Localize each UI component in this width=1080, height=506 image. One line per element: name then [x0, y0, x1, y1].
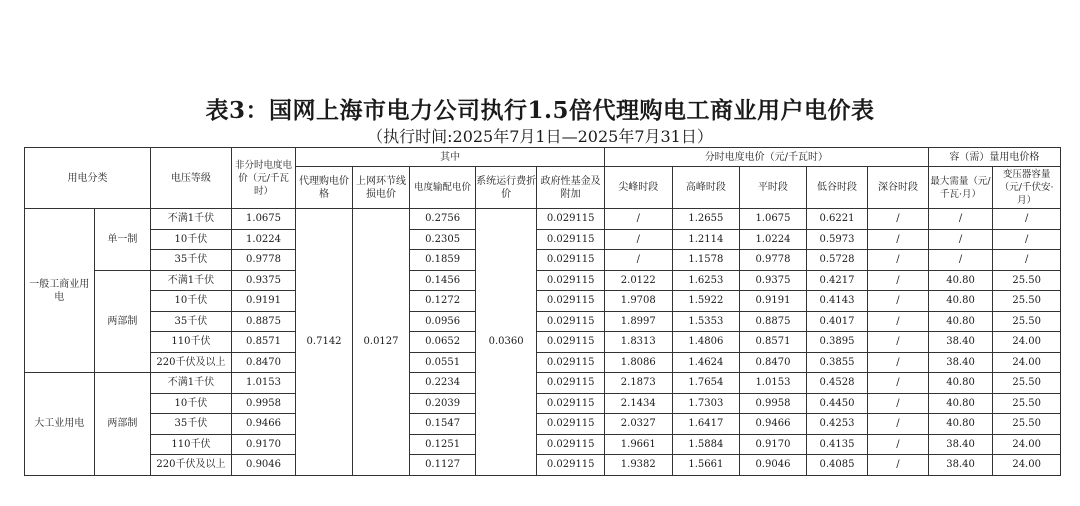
- max-demand-cell: 40.80: [928, 373, 993, 394]
- max-demand-cell: 38.40: [928, 332, 993, 353]
- deep-valley-cell: /: [868, 373, 929, 394]
- table-row: [25, 414, 1061, 435]
- transmission-cell: 0.1859: [410, 250, 476, 271]
- gov-fund-cell: 0.029115: [537, 373, 605, 394]
- peak-cell: 1.1578: [672, 250, 740, 271]
- deep-valley-cell: /: [868, 352, 929, 373]
- price-cell: 0.9958: [231, 393, 296, 414]
- max-demand-cell: 38.40: [928, 434, 993, 455]
- gov-fund-cell: 0.029115: [537, 311, 605, 332]
- table-row: [25, 352, 1061, 373]
- sharp-peak-cell: 2.0122: [605, 270, 673, 291]
- max-demand-cell: /: [928, 209, 993, 230]
- voltage-cell: 220千伏及以上: [151, 352, 232, 373]
- transmission-cell: 0.2305: [410, 229, 476, 250]
- transformer-cell: /: [993, 250, 1061, 271]
- valley-cell: 0.4135: [806, 434, 868, 455]
- sharp-peak-cell: /: [605, 250, 673, 271]
- header-proxy-price: 代理购电价格: [296, 167, 352, 209]
- sharp-peak-cell: 1.8086: [605, 352, 673, 373]
- flat-cell: 0.9778: [740, 250, 807, 271]
- deep-valley-cell: /: [868, 209, 929, 230]
- sharp-peak-cell: 1.9708: [605, 291, 673, 312]
- page-title: 表3：国网上海市电力公司执行1.5倍代理购电工商业用户电价表: [205, 97, 875, 124]
- table-row: [25, 393, 1061, 414]
- transformer-cell: 25.50: [993, 311, 1061, 332]
- sharp-peak-cell: 2.1434: [605, 393, 673, 414]
- valley-cell: 0.3895: [806, 332, 868, 353]
- table-row: [25, 209, 1061, 230]
- gov-fund-cell: 0.029115: [537, 209, 605, 230]
- table-row: [25, 229, 1061, 250]
- transmission-cell: 0.1456: [410, 270, 476, 291]
- tariff-table-body: [25, 209, 1061, 476]
- price-cell: 1.0224: [231, 229, 296, 250]
- price-cell: 0.9191: [231, 291, 296, 312]
- price-cell: 0.8571: [231, 332, 296, 353]
- proxy-price-merged: 0.7142: [296, 209, 352, 476]
- valley-cell: 0.4017: [806, 311, 868, 332]
- deep-valley-cell: /: [868, 291, 929, 312]
- header-flat: 平时段: [740, 167, 807, 209]
- gov-fund-cell: 0.029115: [537, 229, 605, 250]
- transformer-cell: 24.00: [993, 332, 1061, 353]
- valley-cell: 0.4450: [806, 393, 868, 414]
- system-op-merged: 0.0360: [475, 209, 537, 476]
- price-cell: 1.0675: [231, 209, 296, 230]
- sharp-peak-cell: /: [605, 229, 673, 250]
- flat-cell: 1.0224: [740, 229, 807, 250]
- table-row: [25, 434, 1061, 455]
- subcategory-large-two-part: 两部制: [94, 373, 150, 476]
- voltage-cell: 不满1千伏: [151, 209, 232, 230]
- voltage-cell: 10千伏: [151, 393, 232, 414]
- valley-cell: 0.4143: [806, 291, 868, 312]
- valley-cell: 0.5973: [806, 229, 868, 250]
- flat-cell: 0.8470: [740, 352, 807, 373]
- deep-valley-cell: /: [868, 229, 929, 250]
- voltage-cell: 不满1千伏: [151, 373, 232, 394]
- tariff-table: [24, 147, 1061, 476]
- header-category: 用电分类: [25, 148, 151, 209]
- deep-valley-cell: /: [868, 393, 929, 414]
- header-voltage: 电压等级: [151, 148, 232, 209]
- transformer-cell: /: [993, 229, 1061, 250]
- deep-valley-cell: /: [868, 455, 929, 476]
- voltage-cell: 10千伏: [151, 229, 232, 250]
- deep-valley-cell: /: [868, 434, 929, 455]
- peak-cell: 1.7654: [672, 373, 740, 394]
- transmission-cell: 0.1251: [410, 434, 476, 455]
- header-system-op: 系统运行费折价: [475, 167, 537, 209]
- voltage-cell: 110千伏: [151, 332, 232, 353]
- sharp-peak-cell: 1.9382: [605, 455, 673, 476]
- header-non-tou-price: 非分时电度电价（元/千瓦时）: [231, 148, 296, 209]
- sharp-peak-cell: 2.0327: [605, 414, 673, 435]
- sharp-peak-cell: 2.1873: [605, 373, 673, 394]
- deep-valley-cell: /: [868, 414, 929, 435]
- sharp-peak-cell: 1.8997: [605, 311, 673, 332]
- max-demand-cell: /: [928, 229, 993, 250]
- sharp-peak-cell: /: [605, 209, 673, 230]
- max-demand-cell: 38.40: [928, 455, 993, 476]
- header-peak: 高峰时段: [672, 167, 740, 209]
- peak-cell: 1.4806: [672, 332, 740, 353]
- max-demand-cell: 40.80: [928, 291, 993, 312]
- price-cell: 0.9778: [231, 250, 296, 271]
- transmission-cell: 0.0652: [410, 332, 476, 353]
- peak-cell: 1.5922: [672, 291, 740, 312]
- table-row: [25, 250, 1061, 271]
- valley-cell: 0.6221: [806, 209, 868, 230]
- transmission-cell: 0.0956: [410, 311, 476, 332]
- price-cell: 0.9375: [231, 270, 296, 291]
- voltage-cell: 不满1千伏: [151, 270, 232, 291]
- transformer-cell: 25.50: [993, 414, 1061, 435]
- peak-cell: 1.6253: [672, 270, 740, 291]
- sharp-peak-cell: 1.8313: [605, 332, 673, 353]
- transformer-cell: 24.00: [993, 352, 1061, 373]
- subcategory-two-part: 两部制: [94, 270, 150, 373]
- price-cell: 1.0153: [231, 373, 296, 394]
- transformer-cell: 25.50: [993, 291, 1061, 312]
- gov-fund-cell: 0.029115: [537, 414, 605, 435]
- transmission-cell: 0.2234: [410, 373, 476, 394]
- max-demand-cell: 38.40: [928, 352, 993, 373]
- peak-cell: 1.2655: [672, 209, 740, 230]
- header-transmission: 电度输配电价: [410, 167, 476, 209]
- table-row: [25, 270, 1061, 291]
- header-sharp-peak: 尖峰时段: [605, 167, 673, 209]
- gov-fund-cell: 0.029115: [537, 291, 605, 312]
- flat-cell: 0.9375: [740, 270, 807, 291]
- header-capacity-group: 容（需）量用电价格: [928, 148, 1060, 167]
- deep-valley-cell: /: [868, 250, 929, 271]
- transformer-cell: 25.50: [993, 270, 1061, 291]
- flat-cell: 0.8571: [740, 332, 807, 353]
- gov-fund-cell: 0.029115: [537, 270, 605, 291]
- peak-cell: 1.7303: [672, 393, 740, 414]
- table-row: [25, 373, 1061, 394]
- peak-cell: 1.5884: [672, 434, 740, 455]
- deep-valley-cell: /: [868, 311, 929, 332]
- transmission-cell: 0.1547: [410, 414, 476, 435]
- gov-fund-cell: 0.029115: [537, 434, 605, 455]
- header-gov-fund: 政府性基金及附加: [537, 167, 605, 209]
- gov-fund-cell: 0.029115: [537, 332, 605, 353]
- header-transformer: 变压器容量（元/千伏安·月）: [993, 167, 1061, 209]
- flat-cell: 0.9466: [740, 414, 807, 435]
- deep-valley-cell: /: [868, 270, 929, 291]
- flat-cell: 0.9191: [740, 291, 807, 312]
- peak-cell: 1.4624: [672, 352, 740, 373]
- voltage-cell: 35千伏: [151, 414, 232, 435]
- transmission-cell: 0.1272: [410, 291, 476, 312]
- flat-cell: 0.9170: [740, 434, 807, 455]
- max-demand-cell: 40.80: [928, 311, 993, 332]
- price-cell: 0.8470: [231, 352, 296, 373]
- price-cell: 0.9170: [231, 434, 296, 455]
- transformer-cell: 24.00: [993, 455, 1061, 476]
- transmission-cell: 0.2756: [410, 209, 476, 230]
- category-general: 一般工商业用电: [25, 209, 95, 373]
- table-row: [25, 332, 1061, 353]
- max-demand-cell: 40.80: [928, 393, 993, 414]
- gov-fund-cell: 0.029115: [537, 393, 605, 414]
- voltage-cell: 35千伏: [151, 250, 232, 271]
- peak-cell: 1.6417: [672, 414, 740, 435]
- transformer-cell: 25.50: [993, 373, 1061, 394]
- voltage-cell: 35千伏: [151, 311, 232, 332]
- peak-cell: 1.5661: [672, 455, 740, 476]
- header-line-loss: 上网环节线损电价: [352, 167, 409, 209]
- table-row: [25, 311, 1061, 332]
- transformer-cell: /: [993, 209, 1061, 230]
- valley-cell: 0.4528: [806, 373, 868, 394]
- header-tou-group: 分时电度电价（元/千瓦时）: [605, 148, 929, 167]
- flat-cell: 1.0153: [740, 373, 807, 394]
- voltage-cell: 110千伏: [151, 434, 232, 455]
- voltage-cell: 220千伏及以上: [151, 455, 232, 476]
- deep-valley-cell: /: [868, 332, 929, 353]
- peak-cell: 1.2114: [672, 229, 740, 250]
- transmission-cell: 0.1127: [410, 455, 476, 476]
- transmission-cell: 0.0551: [410, 352, 476, 373]
- price-cell: 0.9046: [231, 455, 296, 476]
- category-large-industry: 大工业用电: [25, 373, 95, 476]
- header-of-which: 其中: [296, 148, 605, 167]
- flat-cell: 0.8875: [740, 311, 807, 332]
- price-cell: 0.9466: [231, 414, 296, 435]
- header-valley: 低谷时段: [806, 167, 868, 209]
- peak-cell: 1.5353: [672, 311, 740, 332]
- max-demand-cell: 40.80: [928, 270, 993, 291]
- transformer-cell: 24.00: [993, 434, 1061, 455]
- table-row: [25, 455, 1061, 476]
- valley-cell: 0.4217: [806, 270, 868, 291]
- transformer-cell: 25.50: [993, 393, 1061, 414]
- voltage-cell: 10千伏: [151, 291, 232, 312]
- max-demand-cell: 40.80: [928, 414, 993, 435]
- sharp-peak-cell: 1.9661: [605, 434, 673, 455]
- effective-period: （执行时间:2025年7月1日—2025年7月31日）: [367, 127, 713, 146]
- valley-cell: 0.3855: [806, 352, 868, 373]
- line-loss-merged: 0.0127: [352, 209, 409, 476]
- gov-fund-cell: 0.029115: [537, 455, 605, 476]
- price-cell: 0.8875: [231, 311, 296, 332]
- header-max-demand: 最大需量（元/千瓦·月）: [928, 167, 993, 209]
- flat-cell: 0.9046: [740, 455, 807, 476]
- header-deep-valley: 深谷时段: [868, 167, 929, 209]
- valley-cell: 0.4085: [806, 455, 868, 476]
- valley-cell: 0.4253: [806, 414, 868, 435]
- subcategory-single: 单一制: [94, 209, 150, 271]
- table-row: [25, 291, 1061, 312]
- transmission-cell: 0.2039: [410, 393, 476, 414]
- valley-cell: 0.5728: [806, 250, 868, 271]
- gov-fund-cell: 0.029115: [537, 352, 605, 373]
- max-demand-cell: /: [928, 250, 993, 271]
- gov-fund-cell: 0.029115: [537, 250, 605, 271]
- flat-cell: 1.0675: [740, 209, 807, 230]
- flat-cell: 0.9958: [740, 393, 807, 414]
